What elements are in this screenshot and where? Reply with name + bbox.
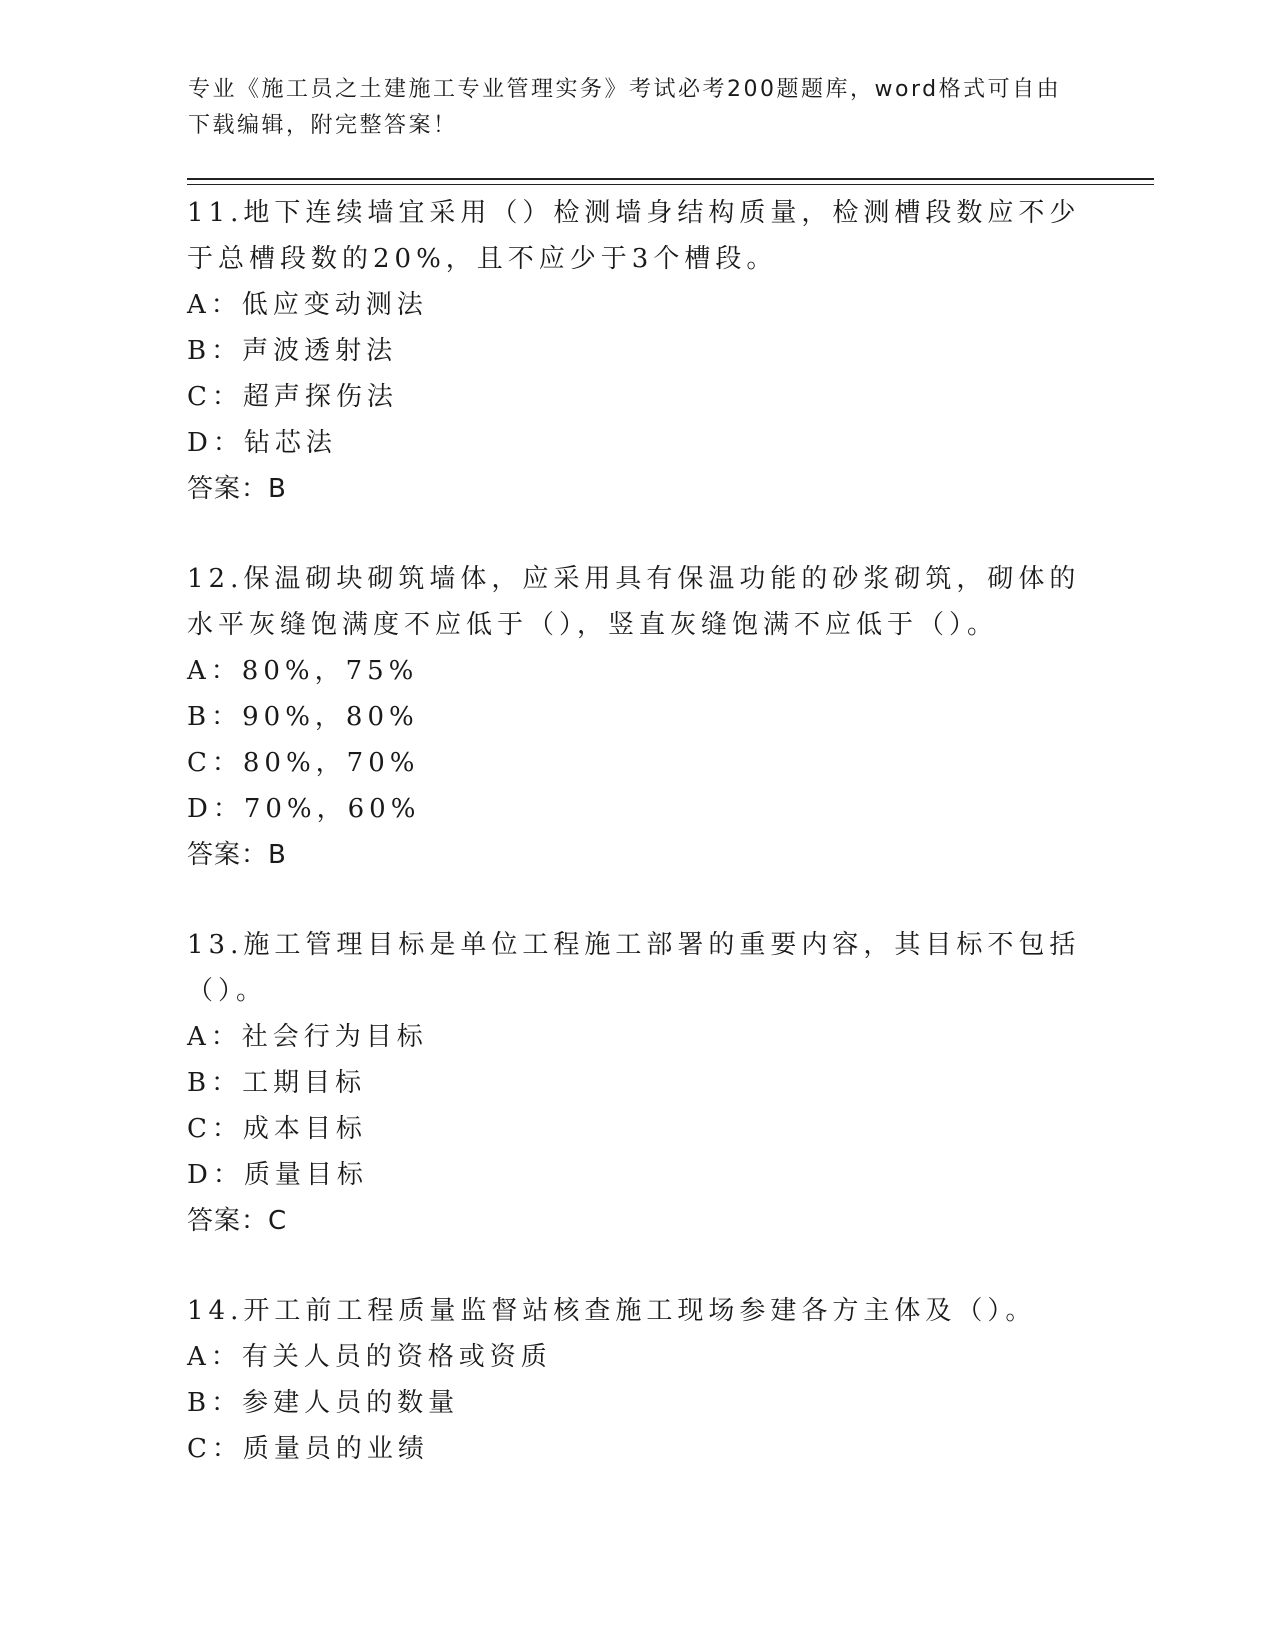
option-d: D：70%，60% bbox=[187, 794, 421, 824]
option-b: B：参建人员的数量 bbox=[187, 1388, 460, 1418]
option-c: C：80%，70% bbox=[187, 748, 420, 778]
answer-line: 答案：C bbox=[187, 1206, 288, 1236]
option-c: C：成本目标 bbox=[187, 1114, 367, 1144]
question-stem: 11.地下连续墙宜采用（）检测墙身结构质量，检测槽段数应不少于总槽段数的20%，且不应少于3个槽段。 bbox=[187, 198, 1081, 274]
header-divider-thick bbox=[187, 178, 1154, 180]
document-intro: 专业《施工员之土建施工专业管理实务》考试必考200题题库，word格式可自由下载编辑，附完整答案！ bbox=[188, 77, 1062, 138]
question-14 bbox=[187, 1288, 1087, 1472]
option-a: A：低应变动测法 bbox=[187, 290, 428, 320]
option-a: A：80%，75% bbox=[187, 656, 419, 686]
option-d: D：质量目标 bbox=[187, 1160, 368, 1190]
answer-line: 答案：B bbox=[187, 840, 287, 870]
question-list bbox=[187, 190, 1087, 1472]
option-b: B：声波透射法 bbox=[187, 336, 398, 366]
question-stem: 13.施工管理目标是单位工程施工部署的重要内容，其目标不包括（）。 bbox=[187, 930, 1081, 1006]
option-c: C：质量员的业绩 bbox=[187, 1434, 429, 1464]
answer-line: 答案：B bbox=[187, 474, 287, 504]
option-d: D：钻芯法 bbox=[187, 428, 337, 458]
option-b: B：90%，80% bbox=[187, 702, 419, 732]
question-stem: 14.开工前工程质量监督站核查施工现场参建各方主体及（）。 bbox=[187, 1296, 1037, 1326]
option-b: B：工期目标 bbox=[187, 1068, 367, 1098]
option-a: A：有关人员的资格或资质 bbox=[187, 1342, 552, 1372]
option-c: C：超声探伤法 bbox=[187, 382, 398, 412]
question-stem: 12.保温砌块砌筑墙体，应采用具有保温功能的砂浆砌筑，砌体的水平灰缝饱满度不应低于（），竖直灰缝饱满不应低于（）。 bbox=[187, 564, 1081, 640]
question-11 bbox=[187, 190, 1087, 512]
question-12 bbox=[187, 556, 1087, 878]
option-a: A：社会行为目标 bbox=[187, 1022, 428, 1052]
header-divider-thin bbox=[187, 184, 1154, 185]
question-13 bbox=[187, 922, 1087, 1244]
